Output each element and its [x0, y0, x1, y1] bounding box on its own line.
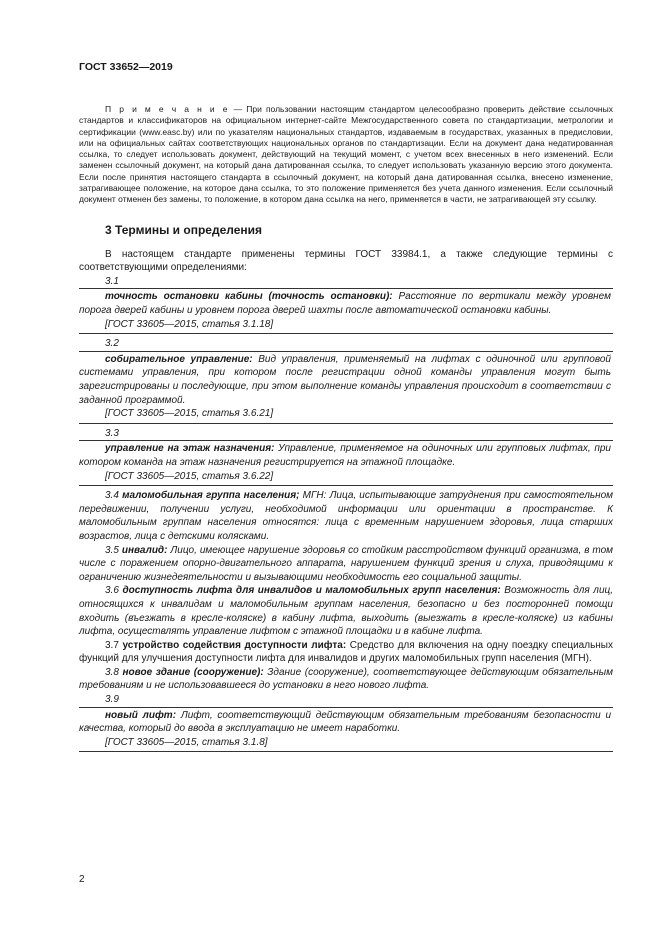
term-name: собирательное управление:: [105, 353, 253, 365]
term-number: 3.8: [105, 666, 119, 678]
term-name: точность остановки кабины (точность остановки):: [105, 291, 393, 303]
term-definition: Здание (сооружение), соответствующее действующим обязательным требованиям и не использовавшееся до установки в него нового лифта.: [79, 666, 613, 692]
term-definition: Лифт, соответствующий действующим обязательным требованиям безопасности и качества, который до ввода в эксплуатацию не имеет наработки.: [79, 709, 611, 735]
term-reference: [ГОСТ 33605—2015, статья 3.1.8]: [105, 736, 268, 748]
term-definition: Лицо, имеющее нарушение здоровья со стойким расстройством функций организма, в том числе с поражением опорно-двигательного аппарата, нарушением функций зрения и слуха, приводящими к ограничению жизнедеятельности и вызывающими необходимость его социальной защиты.: [79, 544, 614, 583]
note-text: При пользовании настоящим стандартом целесообразно проверить действие ссылочных стандартов и классификаторов на официальном интернет-сайте Межгосударственного совета по стандартизации, метрологии и сертификации (www.easc.by) или по указателям национальных стандартов, издаваемым в государствах, указанных в предисловии, или на официальных сайтах соответствующих национальных органов по стандартизации. Если на документ дана недатированная ссылка, то следует использовать документ, действующий на текущий момент, с учетом всех внесенных в него изменений. Если заменен ссылочный документ, на который дана датированная ссылка, то следует использовать указанную версию этого документа. Если после принятия настоящего стандарта в ссылочный документ, на который дана датированная ссылка, внесено изменение, затрагивающее положение, на которое дана ссылка, то это положение применяется без учета данного изменения. Если ссылочный документ отменен без замены, то положение, в котором дана ссылка на него, применяется в части, не затрагивающей эту ссылку.: [79, 104, 613, 205]
term-paragraph: [79, 544, 613, 585]
term-number: 3.4: [105, 490, 119, 502]
term-paragraph: [79, 666, 613, 693]
term-number: 3.1: [105, 275, 119, 287]
term-definition: Вид управления, применяемый на лифтах с одиночной или групповой системами управления, при котором после регистрации одной команды управления могут быть зарегистрированы и последующие, при этом выполнение команды управления происходит в соответствии с заданной программой.: [79, 353, 611, 406]
term-name: инвалид:: [121, 544, 168, 556]
term-paragraph: [79, 639, 613, 666]
term-definition: Возможность для лиц, относящихся к инвалидам и маломобильным группам населения, безопасно и без посторонней помощи входить (въезжать в кресле-коляске) в кабину лифта, выходить (выезжать в кресле-коляске) из кабины лифта, осуществлять управление лифтом с этажной площадки и в кабине лифта.: [79, 585, 614, 638]
note-label: П р и м е ч а н и е: [105, 104, 230, 114]
term-name: доступность лифта для инвалидов и маломобильных групп населения:: [122, 585, 501, 597]
page-number: 2: [79, 874, 85, 885]
term-number: 3.9: [105, 694, 119, 706]
term-definition: Средство для включения на одну поездку специальных функций для улучшения доступности лифта для инвалидов и других маломобильных групп населения (МГН).: [79, 639, 613, 665]
term-box: [79, 351, 613, 424]
section-title: 3 Термины и определения: [105, 222, 263, 237]
term-box: [79, 440, 613, 486]
term-name: устройство содействия доступности лифта:: [122, 639, 347, 651]
term-number: 3.7: [105, 639, 119, 651]
term-reference: [ГОСТ 33605—2015, статья 3.6.21]: [105, 408, 274, 420]
term-name: новый лифт:: [105, 709, 177, 721]
term-reference: [ГОСТ 33605—2015, статья 3.6.22]: [105, 470, 274, 482]
term-name: управление на этаж назначения:: [105, 443, 275, 455]
term-name: маломобильная группа населения;: [122, 490, 300, 502]
term-number: 3.3: [105, 427, 119, 439]
term-name: новое здание (сооружение):: [122, 666, 264, 678]
note-paragraph: [79, 104, 613, 206]
term-reference: [ГОСТ 33605—2015, статья 3.1.18]: [105, 318, 274, 330]
note-dash: —: [229, 104, 247, 114]
term-paragraph: [79, 584, 613, 638]
term-definition: МГН: Лица, испытывающие затруднения при самостоятельном передвижении, получении услуги, необходимой информации или ориентации в пространстве. К маломобильным группам населения относятся: лица с временным нарушением здоровья, лица старших возрастов, лица с детскими колясками.: [79, 490, 614, 542]
term-number: 3.5: [105, 544, 119, 556]
term-number: 3.2: [105, 338, 119, 350]
running-head: ГОСТ 33652—2019: [79, 61, 173, 73]
term-definition: Управление, применяемое на одиночных или групповых лифтах, при котором команда на этаж назначения регистрируется на этажной площадке.: [79, 443, 611, 468]
term-definition: Расстояние по вертикали между уровнем порога дверей кабины и уровнем порога дверей шахты после автоматической остановки кабины.: [79, 291, 611, 317]
term-box: [79, 288, 613, 334]
term-paragraph: [79, 489, 613, 543]
term-number: 3.6: [105, 585, 119, 597]
term-box: [79, 707, 613, 753]
page-content: [79, 104, 613, 755]
section-intro: В настоящем стандарте применены термины ГОСТ 33984.1, а также следующие термины с соответствующими определениями:: [79, 248, 613, 274]
